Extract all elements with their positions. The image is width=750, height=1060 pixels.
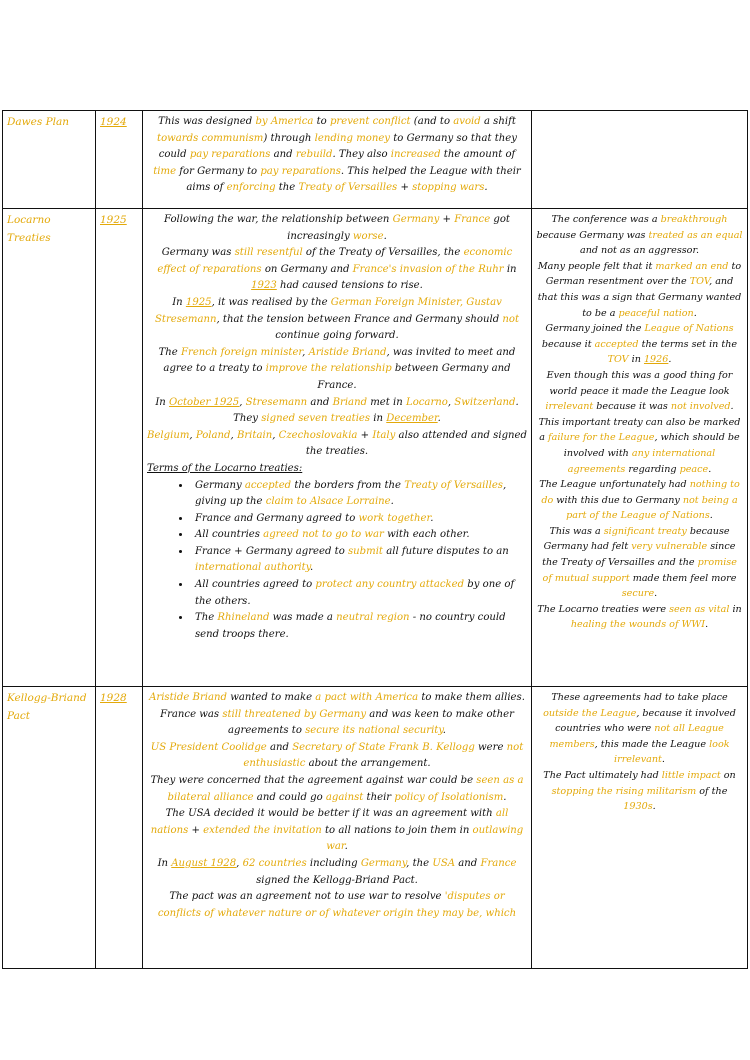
highlighted-text: extended the invitation [203,824,322,836]
text-run: - no country could send troops there. [195,612,506,640]
text-run: The pact was an agreement not to use war to resolve [169,891,445,903]
text-run: (and to [410,116,454,127]
highlighted-text: stopping the rising militarism [551,785,697,797]
text-run: . [709,510,713,522]
paragraph [536,368,743,415]
text-run: . [708,463,712,475]
highlighted-text: Aristide Briand [149,692,227,703]
text-run: In [172,296,186,308]
text-run: They were concerned that the agreement against war could be [150,774,477,786]
highlighted-text: not being a part of the League of Nations [566,494,738,522]
highlighted-text: 1926 [643,354,669,366]
paragraph [147,856,527,889]
text-run: , [236,857,243,869]
term-item [191,511,527,528]
text-run: . They also [332,149,391,161]
text-run: of the Treaty of Versailles, the [302,247,464,259]
text-run: and could go [253,791,326,803]
paragraph [147,395,527,412]
highlighted-text: very vulnerable [631,541,708,553]
text-run: , giving up the [195,479,507,508]
text-run: The [158,346,181,358]
text-run: + [397,182,413,194]
highlighted-text: 62 countries [242,857,307,869]
highlighted-text: TOV [607,354,629,366]
text-run: , [230,429,237,441]
text-run: Germany was [161,247,235,259]
paragraph [147,773,527,806]
highlighted-text: Rhineland [217,612,270,624]
text-run: . [730,401,734,413]
highlighted-text: enforcing [226,182,276,194]
highlighted-text: treated as an equal [648,229,743,241]
text-run: . [430,512,434,524]
highlighted-text: Britain [236,429,273,441]
highlighted-text: seen as vital [669,603,730,615]
text-run: + [439,214,455,225]
text-run: including [306,857,361,869]
highlighted-text: rebuild [295,149,333,161]
highlighted-text: nothing to do [541,479,740,506]
description-cell [143,687,532,969]
paragraph [147,114,527,197]
text-run: + [357,429,373,441]
text-run: . [515,396,519,408]
table-row [3,687,748,969]
term-item [191,610,527,643]
text-run: . [484,182,488,194]
text-run: , the [406,857,433,869]
highlighted-text: significant treaty [603,525,687,537]
paragraph [147,690,527,707]
terms-list [147,478,527,644]
highlighted-text: pay reparations [189,149,271,161]
text-run: They [233,413,262,425]
highlighted-text: a pact with America [315,692,419,703]
highlighted-text: avoid [453,116,481,127]
text-run: because it [541,338,595,350]
highlighted-text: improve the relationship [265,363,392,375]
text-run: regarding [625,463,680,475]
highlighted-text: accepted [244,479,292,491]
text-run: , [447,396,455,408]
text-run: The USA decided it would be better if it was an agreement with [165,808,496,820]
highlighted-text: claim to Alsace Lorraine [265,496,391,508]
highlighted-text: Briand [332,396,368,408]
highlighted-text: worse [352,230,384,242]
table-row [3,111,748,209]
highlighted-text: neutral region [336,612,410,624]
highlighted-text: Poland [195,429,231,441]
text-run: to make them allies. [418,692,525,703]
highlighted-text: Aristide Briand [308,346,387,358]
text-run: All countries [195,529,264,541]
text-run: had caused tensions to rise. [276,280,423,292]
highlighted-text: international authority [195,562,311,574]
paragraph [536,321,743,368]
highlighted-text: increased [390,149,441,161]
highlighted-text: all nations [150,808,509,836]
highlighted-text: 1925 [185,296,212,308]
highlighted-text: League of Nations [644,323,734,335]
text-run: Even though this was a good thing for world peace it made the League look [546,369,733,397]
highlighted-text: Treaty of Versailles [404,479,503,491]
text-run: . [442,725,446,737]
highlighted-text: little impact [661,769,721,781]
text-run: , [239,396,246,408]
text-run: Germany [195,479,245,491]
text-run: , that the tension between France and Germany should [216,313,503,325]
highlighted-text: Secretary of State Frank B. Kellogg [292,741,475,753]
text-run: . This helped the League with their aims of [186,165,521,194]
text-run: All countries agreed to [195,579,316,591]
text-run: Following the war, the relationship between [164,214,393,225]
highlighted-text: Stresemann [245,396,308,408]
highlighted-text: marked an end [655,260,729,272]
text-run: In [155,396,170,408]
text-run: with each other. [383,529,470,541]
highlighted-text: peace [679,463,709,475]
highlighted-text: submit [347,545,383,557]
highlighted-text: outlawing war [326,824,524,853]
text-run: of the [696,785,728,797]
text-run: also attended and signed the treaties. [305,429,527,458]
highlighted-text: not all League members [549,723,724,750]
highlighted-text: Locarno [406,396,448,408]
text-run: to all nations to join them in [321,824,473,836]
text-run: , and that this was a sign that Germany wanted to be a [537,276,742,319]
highlighted-text: work together [358,512,431,524]
event-name: Kellogg-Briand Pact [7,692,87,722]
text-run: . [693,307,697,319]
paragraph [147,411,527,428]
text-run: in [503,263,517,275]
paragraph [147,295,527,345]
paragraph [536,690,743,768]
table-row [3,209,748,687]
text-run: , [272,429,279,441]
highlighted-text: French foreign minister [181,346,303,358]
text-run: the amount of [440,149,516,161]
highlighted-text: lending money [314,132,391,144]
text-run: signed the Kellogg-Briand Pact. [256,874,418,886]
highlighted-text: signed seven treaties [261,413,371,425]
text-run: France and Germany agreed to [195,512,359,524]
text-run: . [437,413,441,425]
highlighted-text: secure its national security [305,725,443,737]
text-run: The [195,612,218,624]
text-run: , [302,346,309,358]
highlighted-text: protect any country attacked [315,579,465,591]
text-run: , was invited to meet and agree to a treaty to [163,346,516,375]
highlighted-text: Belgium [147,429,190,441]
highlighted-text: secure [621,588,655,600]
text-run: were [474,741,507,753]
paragraph [536,212,743,259]
text-run: to German resentment over the [545,260,742,288]
text-run: France + Germany agreed to [195,545,348,557]
text-run: Germany joined the [545,323,645,335]
text-run: + [188,824,204,836]
paragraph [536,524,743,602]
highlighted-text: 1930s [623,801,653,813]
highlighted-text: promise of mutual support [542,557,737,584]
text-run: was made a [269,612,337,624]
highlighted-text: irrelevant [545,401,594,413]
paragraph [536,602,743,633]
highlighted-text: economic effect of reparations [157,247,513,275]
text-run: In [157,857,172,869]
impact-cell [532,111,748,209]
paragraph [147,707,527,740]
text-run: . [668,354,672,366]
highlighted-text: US President Coolidge [150,741,267,753]
text-run: and was keen to make other agreements to [228,708,514,737]
text-run: continue going forward. [275,330,399,342]
term-item [191,478,527,511]
text-run: , this made the League [594,738,710,750]
text-run: . [503,791,507,803]
text-run: because it was [593,401,671,413]
paragraph [536,477,743,524]
highlighted-text: Germany [392,214,440,225]
text-run: . [390,496,394,508]
text-run: and [270,149,296,161]
highlighted-text: Treaty of Versailles [298,182,398,194]
text-run: This important treaty can also be marked a [538,416,741,444]
text-run: Many people felt that it [537,260,656,272]
text-run: The conference was a [551,214,661,225]
text-run: , [189,429,196,441]
text-run: for Germany to [176,165,261,177]
highlighted-text: France's invasion of the Ruhr [352,263,504,275]
paragraph [147,428,527,461]
highlighted-text: look irrelevant [614,738,730,766]
highlighted-text: prevent conflict [329,116,411,127]
highlighted-text: agreed not to go to war [263,529,384,541]
event-year: 1924 [100,116,127,128]
highlighted-text: still resentful [234,247,303,259]
text-run: and not as an aggressor. [579,245,700,257]
description-cell [143,111,532,209]
text-run: , it was realised by the [211,296,331,308]
text-run: . [661,754,665,766]
text-run: their [363,791,395,803]
description-paragraphs [147,212,527,461]
text-run: the terms set in the [638,338,738,350]
text-run: by one of the others. [195,579,515,607]
text-run: all future disputes to an [382,545,509,557]
highlighted-text: healing the wounds of WWI [570,619,706,631]
text-run: since the Treaty of Versailles and the [542,541,736,569]
highlighted-text: policy of Isolationism [394,791,504,803]
paragraph [147,245,527,295]
text-run: in [729,603,742,615]
text-run: and [266,741,293,753]
highlighted-text: failure for the League [548,432,655,444]
paragraph [147,889,527,922]
event-year: 1925 [100,214,127,226]
text-run: , which should be involved with [563,432,740,459]
text-run: . [654,588,658,600]
highlighted-text: stopping wars [412,182,485,194]
highlighted-text: 1923 [251,280,277,292]
description-cell [143,209,532,687]
highlighted-text: pay reparations [260,165,341,177]
text-run: This was a [549,525,604,537]
event-name: Dawes Plan [7,116,70,128]
event-name: Locarno Treaties [7,214,51,244]
text-run: in [370,413,387,425]
text-run: on [720,769,736,781]
highlighted-text: breakthrough [660,214,728,225]
text-run: This was designed [158,116,256,127]
highlighted-text: TOV [689,276,710,288]
text-run: ) through [263,132,315,144]
highlighted-text: peaceful nation [618,307,694,319]
highlighted-text: USA [432,857,456,869]
text-run: and [455,857,481,869]
highlighted-text: time [153,165,177,177]
text-run: the borders from the [291,479,405,491]
term-item [191,577,527,610]
text-run: The Locarno treaties were [537,603,670,615]
highlighted-text: seen as a bilateral alliance [167,774,524,803]
highlighted-text: accepted [594,338,639,350]
highlighted-text: not involved [670,401,731,413]
text-run: France was [160,708,223,720]
highlighted-text: 'disputes or conflicts of whatever nature or of whatever origin they may be, which [157,891,517,919]
highlighted-text: any international agreements [567,447,716,475]
paragraph [536,768,743,815]
text-run: to Germany so that they could [158,132,517,161]
highlighted-text: against [325,791,364,803]
text-run: wanted to make [226,692,316,703]
text-run: because Germany was [536,229,649,241]
term-item [191,527,527,544]
terms-title: Terms of the Locarno treaties: [147,462,303,474]
text-run: The League unfortunately had [539,479,690,491]
text-run: . [705,619,709,631]
text-run: . [652,801,656,813]
text-run: met in [367,396,406,408]
history-table [2,110,748,969]
text-run: made them feel more [629,572,737,584]
text-run: These agreements had to take place [551,692,728,703]
text-run: about the arrangement. [305,758,431,770]
highlighted-text: not enthusiastic [243,741,524,770]
highlighted-text: October 1925 [169,396,240,408]
highlighted-text: outside the League [543,707,637,719]
highlighted-text: still threatened by Germany [222,708,367,720]
term-item [191,544,527,577]
text-run: The Pact ultimately had [543,769,662,781]
highlighted-text: Switzerland [454,396,516,408]
paragraph [147,345,527,395]
highlighted-text: Italy [372,429,396,441]
text-run: between Germany and France. [317,363,511,391]
highlighted-text: France [454,214,491,225]
highlighted-text: France [480,857,517,869]
text-run: to [313,116,330,127]
impact-cell [532,209,748,687]
highlighted-text: December [386,413,438,425]
text-run: the [275,182,299,194]
text-run: got increasingly [287,214,510,242]
highlighted-text: Germany [360,857,407,869]
paragraph [536,259,743,321]
text-run: in [628,354,644,366]
highlighted-text: Czechoslovakia [278,429,358,441]
text-run: and [307,396,333,408]
text-run: a shift [480,116,516,127]
text-run: . [344,841,348,853]
highlighted-text: not [502,313,520,325]
highlighted-text: August 1928 [171,857,237,869]
event-year: 1928 [100,692,127,704]
highlighted-text: towards communism [157,132,264,144]
impact-cell [532,687,748,969]
text-run: , because it involved countries who were [555,707,736,735]
text-run: with this due to Germany [553,494,683,506]
text-run: because Germany had felt [543,525,730,553]
text-run: . [383,230,387,242]
paragraph [536,415,743,477]
paragraph [147,740,527,773]
text-run: on Germany and [261,263,353,275]
text-run: . [310,562,314,574]
paragraph [147,806,527,856]
highlighted-text: by America [255,116,314,127]
highlighted-text: German Foreign Minister, Gustav Stresemann [154,296,502,325]
paragraph [147,212,527,245]
